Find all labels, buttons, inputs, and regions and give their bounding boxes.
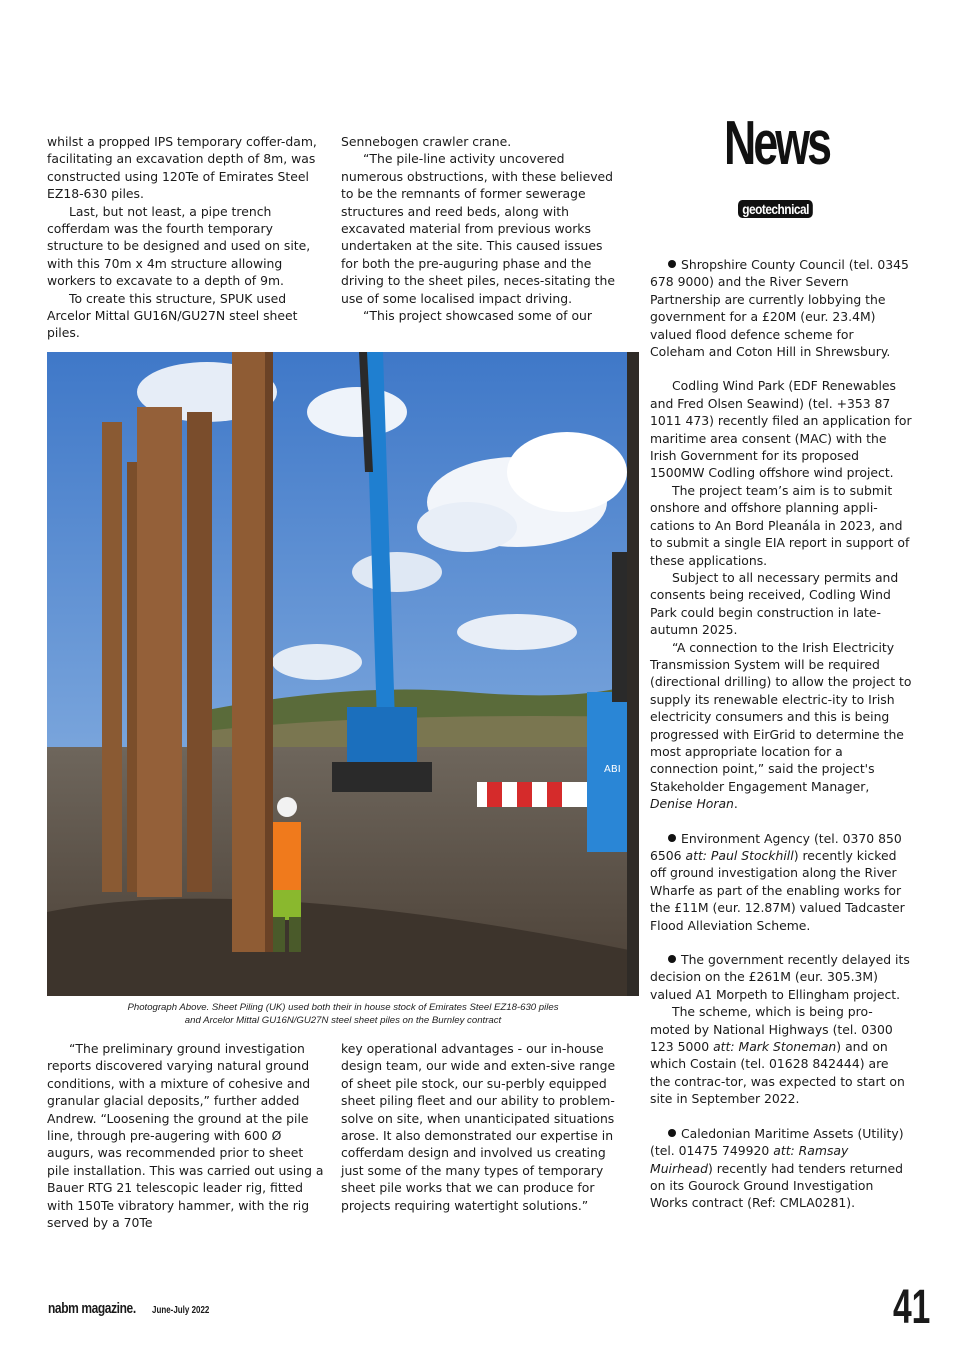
paragraph: key operational advantages - our in-house design team, our wide and exten-sive range of sheet pile stock, our su-perbly equipped sheet piling fleet and our ability to problem-solve on site, when unanticipated situations arose. It also demonstrated our expertise in cofferdam design and involved us creating just some of the many types of temporary sheet pile works that we can produce for projects requiring watertight solutions.” [341, 1041, 616, 1213]
column-2-bottom [341, 1040, 621, 1214]
paragraph: To create this structure, SPUK used Arcelor Mittal GU16N/GU27N steel sheet piles. [47, 290, 298, 341]
bullet-icon [668, 955, 676, 963]
rig-label: ABI [604, 764, 621, 775]
paragraph: The scheme, which is being pro-moted by National Highways (tel. 0300 123 5000 att: Mark Stoneman) and on which Costain (tel. 01628 842444) are the contrac-tor, was expected to start on site in September 2022. [650, 1004, 905, 1107]
photo-caption [47, 1001, 639, 1027]
footer-masthead [48, 1300, 224, 1318]
paragraph: whilst a propped IPS temporary coffer-dam, facilitating an excavation depth of 8m, was constructed using 120Te of Emirates Steel EZ18-630 piles. [47, 134, 317, 202]
section-tag: geotechnical [738, 200, 813, 218]
paragraph: “The pile-line activity uncovered numerous obstructions, with these believed to be the remnants of former sewerage structures and reed beds, along with excavated material from previous works undertaken at the site. This caused issues for both the pre-auguring phase and the driving to the sheet piles, neces-sitating the use of some localised impact driving. [341, 151, 616, 306]
paragraph: Last, but not least, a pipe trench cofferdam was the fourth temporary structure to be designed and used on site, with this 70m x 4m structure allowing workers to excavate to a depth of 9m. [47, 203, 311, 289]
magazine-name: nabm magazine. [48, 1300, 136, 1317]
construction-photo [47, 352, 639, 996]
page-number: 41 [893, 1281, 931, 1334]
bullet-icon [668, 1129, 676, 1137]
paragraph: Subject to all necessary permits and consents being received, Codling Wind Park could begin construction in late-autumn 2025. [650, 569, 899, 638]
paragraph: “The preliminary ground investigation reports discovered varying natural ground conditions, with a mixture of cohesive and granular glacial deposits,” further added Andrew. “Loosening the ground at the pile line, through pre-augering with 600 Ø augurs, was recommended prior to sheet pile installation. This was carried out using a Bauer RTG 21 telescopic leader rig, fitted with 150Te vibratory hammer, with the rig served by a 70Te [47, 1041, 324, 1231]
caption-line: and Arcelor Mittal GU16N/GU27N steel sheet piles on the Burnley contract [184, 1015, 502, 1026]
issue-date: June-July 2022 [152, 1305, 210, 1316]
news-item: Shropshire County Council (tel. 0345 678 9000) and the River Severn Partnership are currently lobbying the government for a £20M (eur. 23.4M) valued flood defence scheme for Coleham and Coton Hill in Shrewsbury. [650, 257, 909, 360]
caption-line: Photograph Above. Sheet Piling (UK) used both their in house stock of Emirates Steel EZ18-630 piles [127, 1002, 559, 1013]
paragraph: Sennebogen crawler crane. [341, 134, 512, 149]
paragraph: The project team’s aim is to submit onshore and offshore planning appli-cations to An Bord Pleanála in 2023, and to submit a single EIA report in support of these applications. [650, 482, 910, 568]
news-item: Environment Agency (tel. 0370 850 6506 att: Paul Stockhill) recently kicked off ground investigation along the River Wharfe as part of the enabling works for the £11M (eur. 12.87M) valued Tadcaster Flood Alleviation Scheme. [650, 830, 905, 933]
paragraph: “This project showcased some of our [363, 308, 593, 324]
column-1-top [47, 133, 329, 342]
bullet-icon [668, 834, 676, 842]
paragraph: “A connection to the Irish Electricity Transmission System will be required (directional drilling) to allow the project to supply its renewable electric-ity to Irish electricity consumers and this is being progressed with EirGrid to determine the most appropriate location for a connection point,” said the project's Stakeholder Engagement Manager, Denise Horan. [650, 639, 912, 812]
news-item: The government recently delayed its decision on the £261M (eur. 305.3M) valued A1 Morpeth to Ellingham project. [650, 952, 910, 1002]
person-name: Denise Horan [650, 796, 734, 812]
column-2-top [341, 133, 621, 324]
bullet-icon [668, 260, 676, 268]
news-item: Caledonian Maritime Assets (Utility) (tel. 01475 749920 att: Ramsay Muirhead) recently had tenders returned on its Gourock Ground Investigation Works contract (Ref: CMLA0281). [650, 1125, 904, 1211]
section-title: News [724, 109, 830, 178]
news-column [650, 256, 912, 1212]
news-item: Codling Wind Park (EDF Renewables and Fred Olsen Seawind) (tel. +353 87 1011 473) recently filed an application for maritime area consent (MAC) with the Irish Government for its proposed 1500MW Codling offshore wind project. [650, 378, 912, 481]
column-1-bottom [47, 1040, 327, 1231]
